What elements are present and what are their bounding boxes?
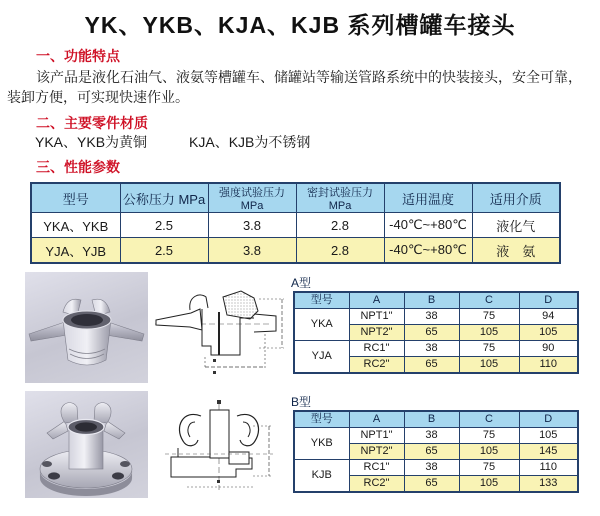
materials-text: YKA、YKB为黄铜 KJA、KJB为不锈钢: [35, 134, 311, 150]
product-photo-coupling-b: [25, 391, 148, 498]
dim-cell: 145: [519, 444, 578, 460]
perf-header-medium: 适用介质: [472, 183, 560, 213]
perf-header-nominal: 公称压力 MPa: [120, 183, 208, 213]
dim-cell: 94: [519, 309, 578, 325]
perf-cell-model: YJA、YJB: [31, 238, 120, 264]
section-heading-performance: 三、性能参数: [36, 159, 120, 175]
dim-cell: 105: [459, 325, 519, 341]
perf-cell-temperature: -40℃~+80℃: [384, 238, 472, 264]
dim-header-d: D: [519, 411, 578, 428]
cam-tip-left: [47, 421, 68, 439]
table-row: [294, 428, 578, 444]
dimension-table-a-label: A型: [291, 276, 312, 290]
dim-tick: [213, 371, 216, 374]
bolt-hole: [48, 472, 60, 479]
dim-cell: 65: [404, 476, 459, 493]
dim-b-header-row: [294, 411, 578, 428]
coupling-opening: [71, 314, 103, 326]
dim-cell: 110: [519, 357, 578, 374]
perf-cell-strength: 3.8: [208, 238, 296, 264]
dim-cell: 105: [519, 325, 578, 341]
dim-cell: NPT1": [349, 428, 404, 444]
dimension-table-b: [293, 410, 579, 493]
perf-cell-seal: 2.8: [296, 238, 384, 264]
dim-cell: NPT2": [349, 444, 404, 460]
hook-left-inner: [188, 422, 195, 437]
dim-cell: 65: [404, 357, 459, 374]
perf-header-strength: 强度试验压力MPa: [208, 183, 296, 213]
dim-cell: 110: [519, 460, 578, 476]
dim-header-c: C: [459, 292, 519, 309]
dimension-table-b-label: B型: [291, 395, 312, 409]
dim-cell: 133: [519, 476, 578, 493]
dim-model-cell: YJA: [294, 341, 349, 374]
dim-header-c: C: [459, 411, 519, 428]
dim-header-model: 型号: [294, 292, 349, 309]
dim-tick: [217, 400, 221, 404]
dim-header-b: B: [404, 292, 459, 309]
dim-model-cell: YKA: [294, 309, 349, 341]
center-column: [210, 410, 229, 458]
dim-cell: 75: [459, 460, 519, 476]
dim-header-b: B: [404, 411, 459, 428]
perf-header-model: 型号: [31, 183, 120, 213]
perf-cell-seal: 2.8: [296, 213, 384, 238]
dim-header-a: A: [349, 292, 404, 309]
hook-left: [179, 414, 201, 445]
dim-header-model: 型号: [294, 411, 349, 428]
technical-drawing-a: [153, 284, 290, 384]
dim-a-header-row: [294, 292, 578, 309]
dim-cell: 105: [459, 444, 519, 460]
dim-tick: [217, 480, 220, 483]
perf-header-temperature: 适用温度: [384, 183, 472, 213]
hook-right: [237, 414, 259, 445]
perf-cell-model: YKA、YKB: [31, 213, 120, 238]
cup-opening: [75, 422, 97, 431]
claw-right-hatched: [223, 291, 258, 319]
perf-cell-nominal: 2.5: [120, 238, 208, 264]
dim-cell: 75: [459, 341, 519, 357]
table-row: [294, 309, 578, 325]
coupling-b-illustration: [25, 391, 148, 498]
dim-header-d: D: [519, 292, 578, 309]
dim-cell: 38: [404, 460, 459, 476]
handle-left-outline: [156, 309, 202, 330]
perf-cell-strength: 3.8: [208, 213, 296, 238]
nozzle-right: [254, 314, 276, 332]
perf-cell-medium: 液 氨: [472, 238, 560, 264]
coupling-a-illustration: [25, 272, 148, 383]
dim-cell: 90: [519, 341, 578, 357]
performance-table: [30, 182, 561, 264]
dim-cell: 38: [404, 428, 459, 444]
bolt-hole: [42, 461, 52, 467]
dim-cell: 38: [404, 341, 459, 357]
drawing-a-svg: [153, 284, 290, 379]
claw-left-outline: [190, 295, 208, 310]
section-heading-materials: 二、主要零件材质: [36, 115, 148, 131]
dim-cell: 105: [459, 476, 519, 493]
features-paragraph: 该产品是液化石油气、液氨等槽罐车、储罐站等输送管路系统中的快装接头，安全可靠，装卸方便，可实现快速作业。: [7, 69, 582, 105]
perf-cell-medium: 液化气: [472, 213, 560, 238]
dim-cell: 105: [519, 428, 578, 444]
dim-cell: 65: [404, 325, 459, 341]
perf-header-seal: 密封试验压力MPa: [296, 183, 384, 213]
performance-header-row: [31, 183, 560, 213]
dim-model-cell: YKB: [294, 428, 349, 460]
dim-cell: RC1": [349, 341, 404, 357]
dim-model-cell: KJB: [294, 460, 349, 493]
bolt-hole: [120, 461, 130, 467]
table-row: [294, 341, 578, 357]
cam-claw-left: [61, 403, 78, 423]
dim-cell: NPT2": [349, 325, 404, 341]
product-photo-coupling-a: [25, 272, 148, 383]
hook-right-inner: [243, 422, 250, 437]
table-row: [294, 460, 578, 476]
section-heading-features: 一、功能特点: [36, 48, 120, 64]
drawing-b-svg: [157, 396, 282, 496]
dim-cell: 65: [404, 444, 459, 460]
dim-cell: 75: [459, 309, 519, 325]
dim-header-a: A: [349, 411, 404, 428]
table-row: [31, 213, 560, 238]
dim-cell: RC2": [349, 357, 404, 374]
technical-drawing-b: [157, 396, 282, 501]
dim-cell: RC1": [349, 460, 404, 476]
dim-cell: RC2": [349, 476, 404, 493]
cam-tip-right: [104, 421, 125, 439]
perf-cell-nominal: 2.5: [120, 213, 208, 238]
page-title: YK、YKB、KJA、KJB 系列槽罐车接头: [84, 12, 516, 38]
bolt-hole: [112, 472, 124, 479]
perf-cell-temperature: -40℃~+80℃: [384, 213, 472, 238]
dim-cell: 38: [404, 309, 459, 325]
dim-cell: NPT1": [349, 309, 404, 325]
cam-claw-right: [94, 403, 111, 423]
dimension-table-a: [293, 291, 579, 374]
dim-cell: 105: [459, 357, 519, 374]
dim-tick: [213, 359, 216, 362]
table-row: [31, 238, 560, 264]
dim-cell: 75: [459, 428, 519, 444]
